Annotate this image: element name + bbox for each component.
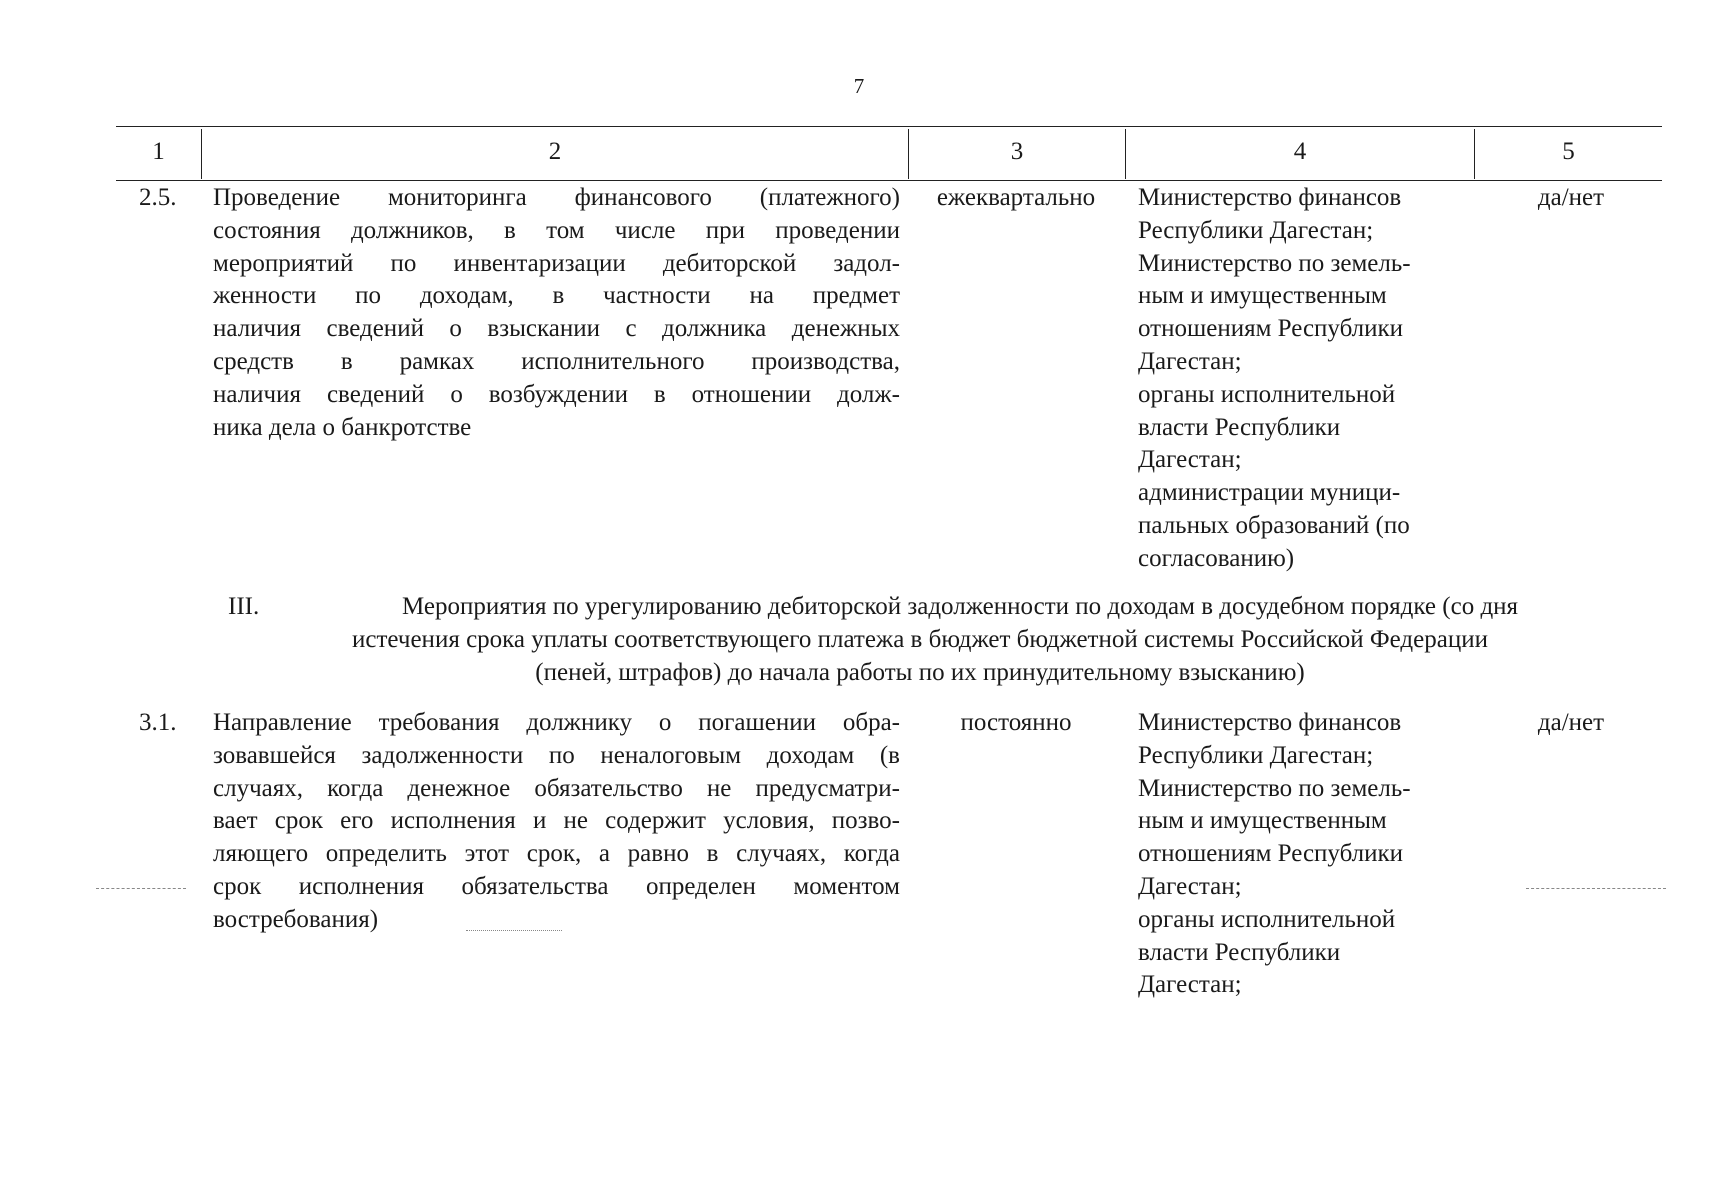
responsible-line: органы исполнительной (1138, 380, 1396, 408)
description-line: срок исполнения обязательства определен моментом (213, 872, 900, 900)
row-description (213, 707, 900, 937)
responsible-line: Республики Дагестан; (1138, 741, 1374, 769)
column-header-5: 5 (1562, 138, 1575, 165)
description-line: ника дела о банкротстве (213, 413, 472, 441)
table-top-rule (116, 126, 1662, 127)
responsible-line: Министерство по земель- (1138, 249, 1411, 277)
description-line: востребования) (213, 905, 379, 933)
description-line: наличия сведений о возбуждении в отношении долж- (213, 380, 900, 408)
row-number: 3.1. (139, 709, 177, 736)
row-description (213, 182, 900, 444)
row-result: да/нет (1537, 184, 1605, 211)
row-period: постоянно (960, 709, 1072, 736)
column-header-2: 2 (548, 138, 562, 165)
description-line: состояния должников, в том числе при проведении (213, 216, 900, 244)
table-header-rule (116, 180, 1662, 181)
responsible-line: Республики Дагестан; (1138, 216, 1374, 244)
row-responsible (1138, 707, 1498, 1002)
description-line: женности по доходам, в частности на предмет (213, 282, 900, 310)
section-title-line: (пеней, штрафов) до начала работы по их принудительному взысканию) (535, 659, 1305, 686)
section-numeral: III. (228, 593, 260, 620)
scan-artifact (466, 930, 562, 931)
row-result: да/нет (1537, 709, 1605, 736)
scan-artifact (1526, 888, 1666, 889)
description-line: наличия сведений о взыскании с должника денежных (213, 315, 900, 343)
description-line: зовавшейся задолженности по неналоговым доходам (в (213, 741, 900, 769)
column-header-1: 1 (152, 138, 165, 165)
column-header-3: 3 (1010, 138, 1024, 165)
responsible-line: согласованию) (1138, 544, 1295, 572)
column-header-4: 4 (1293, 138, 1307, 165)
section-title-line: Мероприятия по урегулированию дебиторской задолженности по доходам в досудебном порядке (со дня (401, 593, 1519, 620)
responsible-line: органы исполнительной (1138, 905, 1396, 933)
responsible-line: Дагестан; (1138, 347, 1242, 375)
section-heading (220, 590, 1620, 689)
row-number: 2.5. (139, 184, 177, 211)
responsible-line: Дагестан; (1138, 872, 1242, 900)
responsible-line: Дагестан; (1138, 971, 1242, 999)
description-line: вает срок его исполнения и не содержит условия, позво- (213, 807, 900, 835)
description-line: Направление требования должнику о погашении обра- (213, 709, 900, 736)
responsible-line: Министерство по земель- (1138, 774, 1411, 802)
responsible-line: Министерство финансов (1138, 709, 1402, 736)
responsible-line: власти Республики (1138, 938, 1341, 966)
description-line: ляющего определить этот срок, а равно в случаях, когда (213, 840, 900, 868)
responsible-line: отношениям Республики (1138, 840, 1404, 868)
description-line: средств в рамках исполнительного производства, (213, 347, 900, 375)
section-title-line: истечения срока уплаты соответствующего платежа в бюджет бюджетной системы Российской Федерации (352, 626, 1488, 653)
responsible-line: ным и имущественным (1138, 807, 1387, 835)
page-number: 7 (853, 74, 865, 98)
responsible-line: власти Республики (1138, 413, 1341, 441)
responsible-line: пальных образований (по (1138, 511, 1410, 539)
responsible-line: администрации муници- (1138, 479, 1401, 507)
row-period: ежеквартально (936, 184, 1096, 211)
responsible-line: отношениям Республики (1138, 315, 1404, 343)
description-line: мероприятий по инвентаризации дебиторской задол- (213, 249, 900, 277)
description-line: Проведение мониторинга финансового (платежного) (213, 184, 900, 211)
responsible-line: Дагестан; (1138, 446, 1242, 474)
responsible-line: Министерство финансов (1138, 184, 1402, 211)
row-responsible (1138, 182, 1498, 576)
scan-artifact (96, 888, 186, 889)
responsible-line: ным и имущественным (1138, 282, 1387, 310)
description-line: случаях, когда денежное обязательство не предусматри- (213, 774, 900, 802)
